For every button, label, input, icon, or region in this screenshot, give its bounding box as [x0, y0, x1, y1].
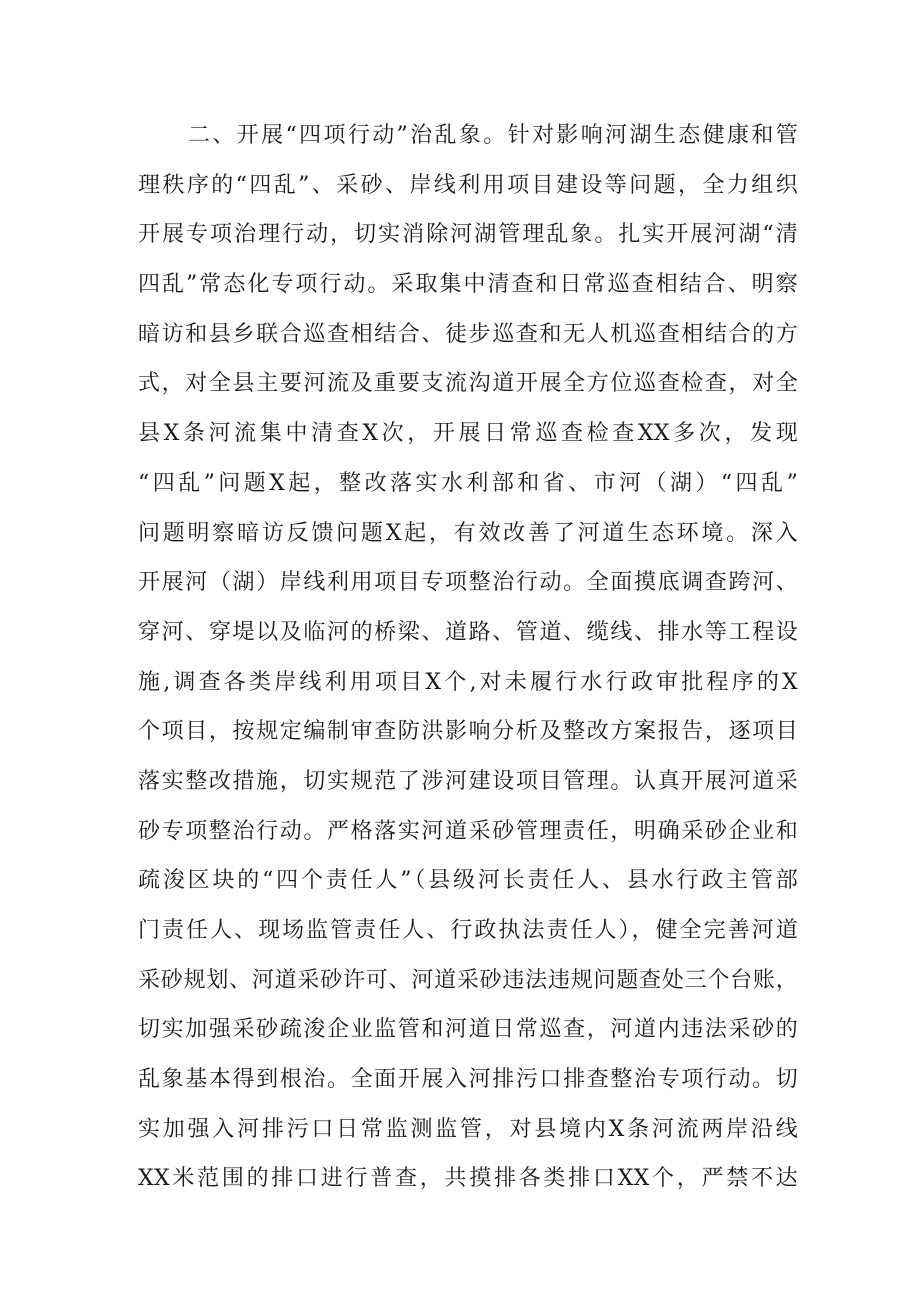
- paragraph-line-20: 乱象基本得到根治。全面开展入河排污口排查整治专项行动。切: [138, 1067, 798, 1093]
- paragraph-line-2: 理秩序的“四乱”、采砂、岸线利用项目建设等问题，全力组织: [138, 172, 798, 198]
- paragraph-line-16: 疏浚区块的“四个责任人”（县级河长责任人、县水行政主管部: [138, 868, 798, 894]
- paragraph-line-8: “四乱”问题X起，整改落实水利部和省、市河（湖）“四乱”: [138, 470, 798, 496]
- paragraph-line-4: 四乱”常态化专项行动。采取集中清查和日常巡查相结合、明察: [138, 272, 798, 298]
- paragraph-line-18: 采砂规划、河道采砂许可、河道采砂违法违规问题查处三个台账，: [138, 967, 798, 993]
- paragraph-line-22: XX米范围的排口进行普查，共摸排各类排口XX个，严禁不达: [138, 1166, 798, 1192]
- paragraph-line-9: 问题明察暗访反馈问题X起，有效改善了河道生态环境。深入: [138, 520, 798, 546]
- paragraph-line-15: 砂专项整治行动。严格落实河道采砂管理责任，明确采砂企业和: [138, 818, 798, 844]
- paragraph-line-21: 实加强入河排污口日常监测监管，对县境内X条河流两岸沿线: [138, 1116, 798, 1142]
- paragraph-line-6: 式，对全县主要河流及重要支流沟道开展全方位巡查检查，对全: [138, 371, 798, 397]
- paragraph-line-5: 暗访和县乡联合巡查相结合、徒步巡查和无人机巡查相结合的方: [138, 321, 798, 347]
- paragraph-line-10: 开展河（湖）岸线利用项目专项整治行动。全面摸底调查跨河、: [138, 570, 798, 596]
- paragraph-line-3: 开展专项治理行动，切实消除河湖管理乱象。扎实开展河湖“清: [138, 222, 798, 248]
- paragraph-line-11: 穿河、穿堤以及临河的桥梁、道路、管道、缆线、排水等工程设: [138, 619, 798, 645]
- paragraph-line-14: 落实整改措施，切实规范了涉河建设项目管理。认真开展河道采: [138, 768, 798, 794]
- paragraph-line-12: 施,调查各类岸线利用项目X个,对未履行水行政审批程序的X: [138, 669, 798, 695]
- paragraph-line-17: 门责任人、现场监管责任人、行政执法责任人），健全完善河道: [138, 918, 798, 943]
- paragraph-line-19: 切实加强采砂疏浚企业监管和河道日常巡查，河道内违法采砂的: [138, 1017, 798, 1043]
- paragraph-line-7: 县X条河流集中清查X次，开展日常巡查检查XX多次，发现: [138, 421, 798, 447]
- body-paragraph: [138, 111, 798, 1204]
- paragraph-line-13: 个项目，按规定编制审查防洪影响分析及整改方案报告，逐项目: [138, 719, 798, 745]
- paragraph-line-1: 二、开展“四项行动”治乱象。针对影响河湖生态健康和管: [188, 123, 798, 148]
